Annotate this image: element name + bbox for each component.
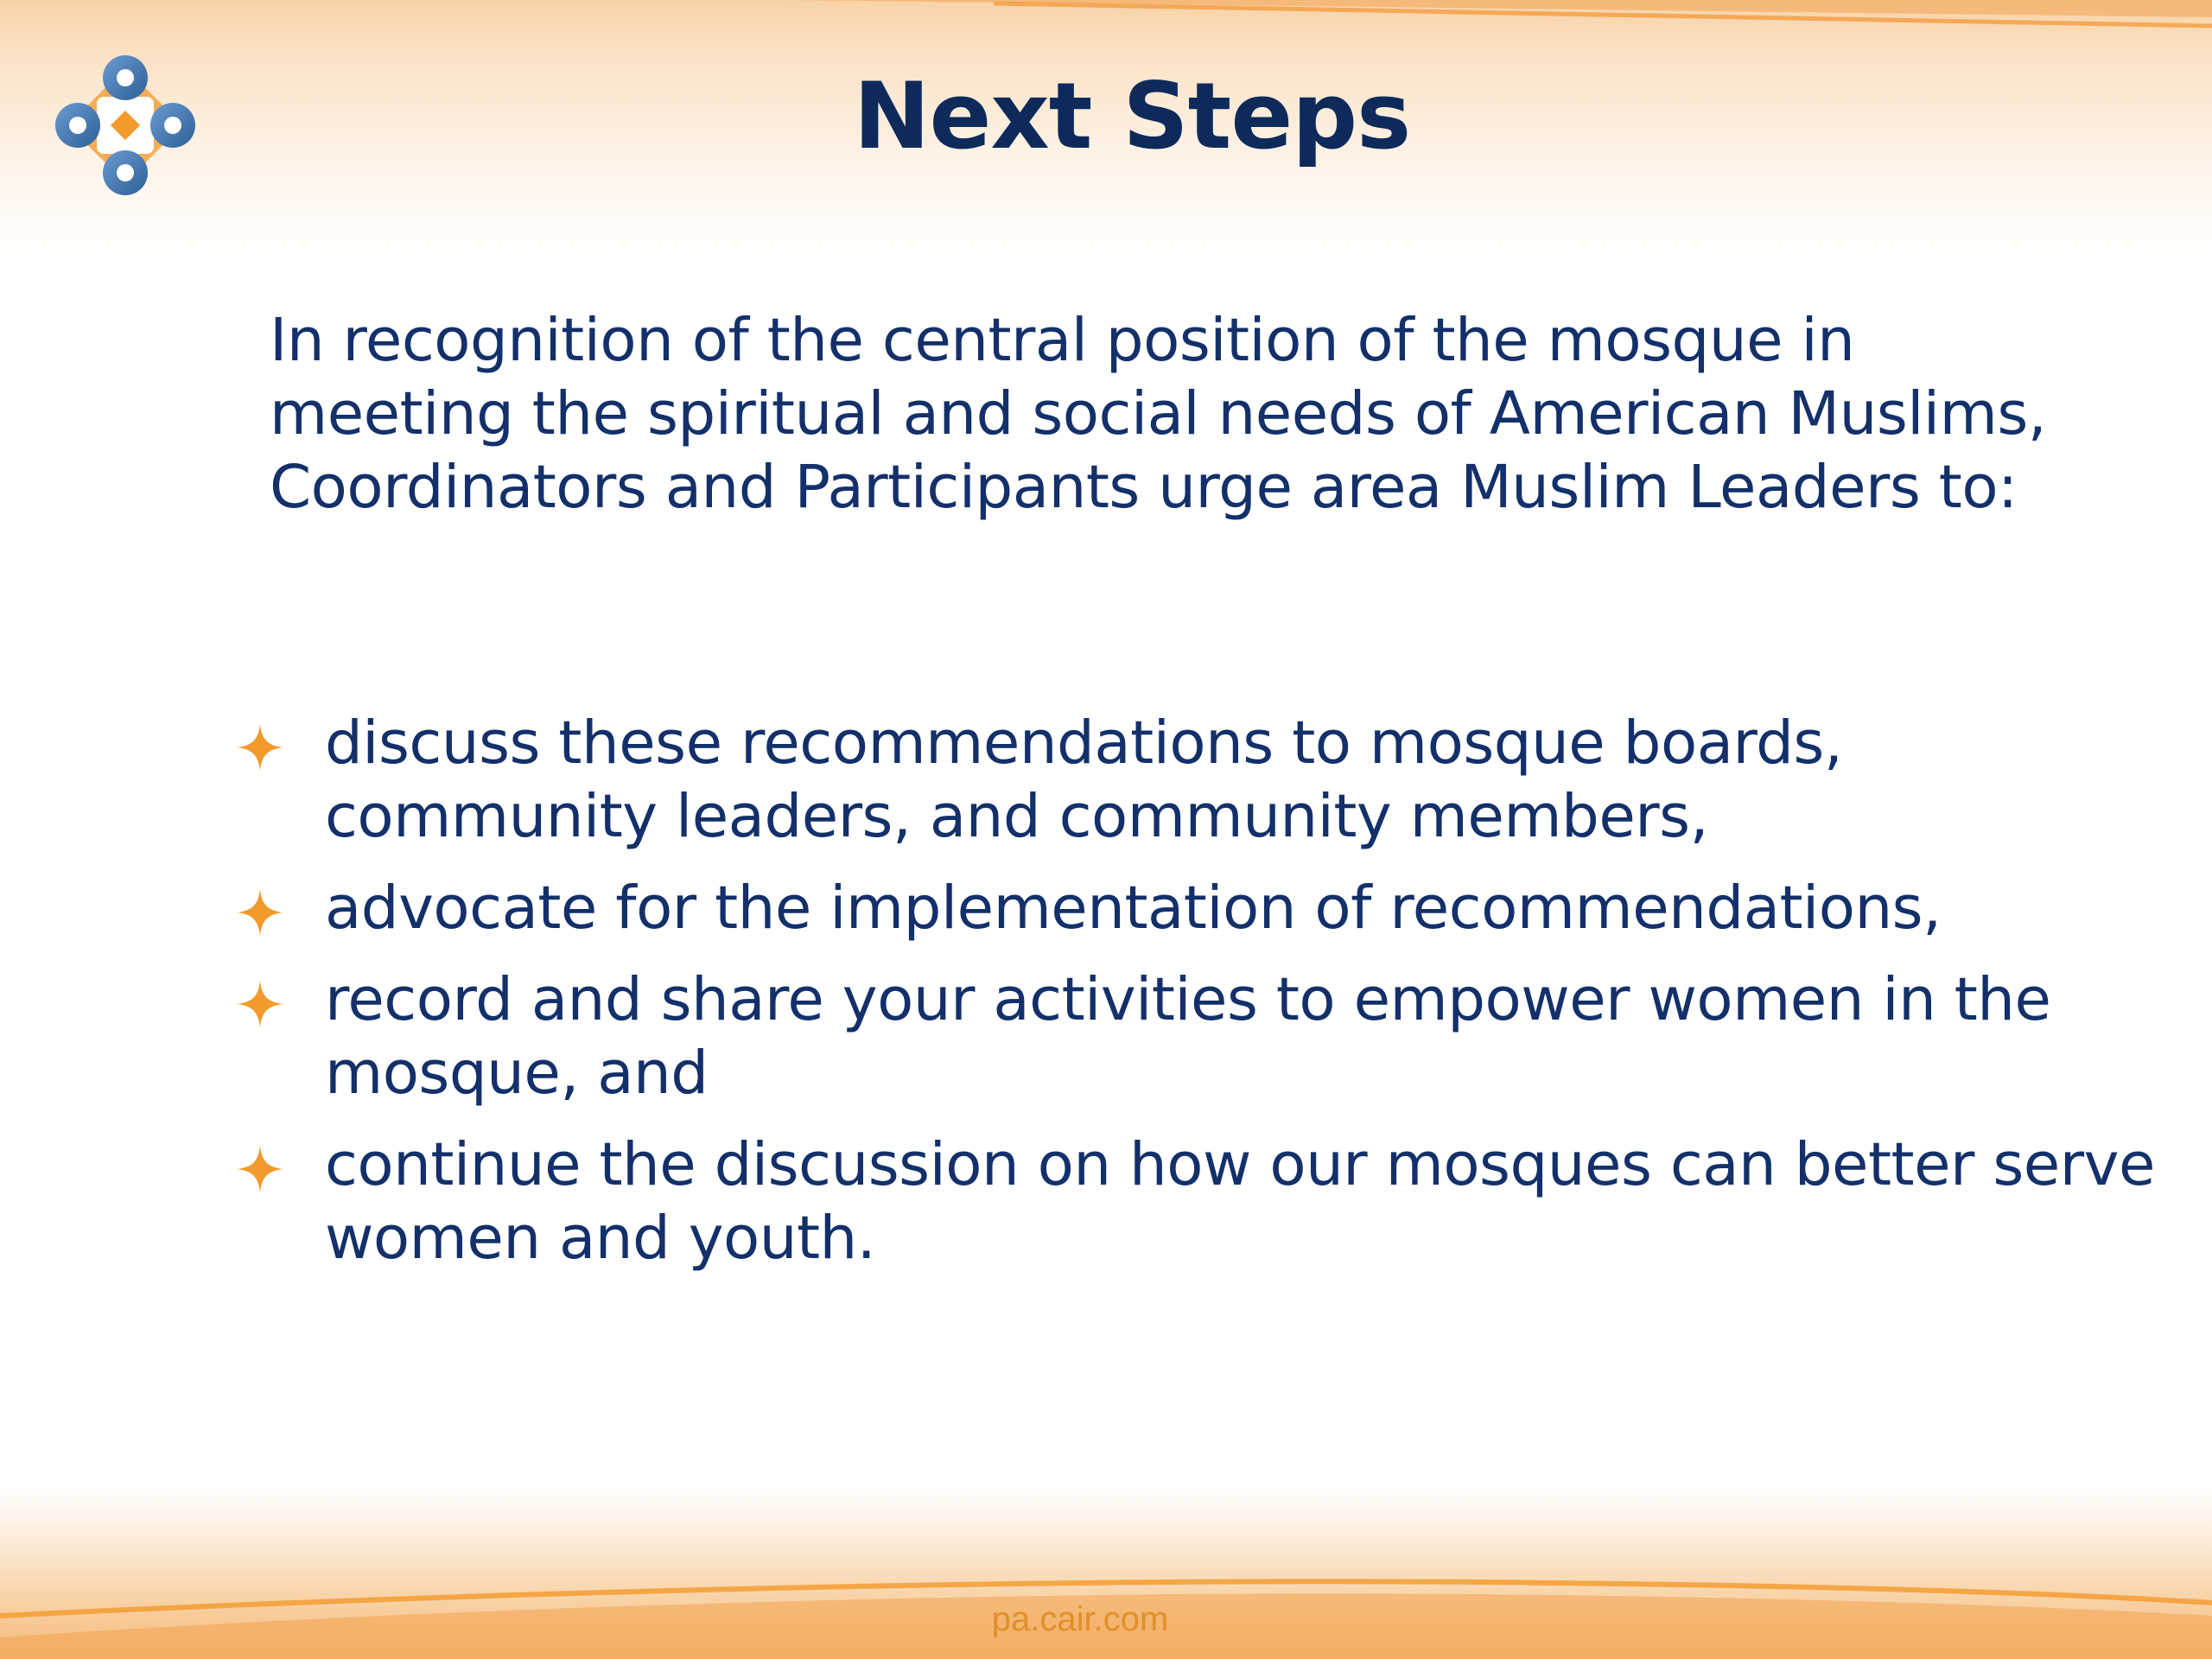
list-item xyxy=(235,707,2162,854)
list-item-text: advocate for the implementation of recommendations, xyxy=(325,874,1942,943)
intro-paragraph: In recognition of the central position of the mosque in meeting the spiritual and social needs of American Muslims, Coordinators and Participants urge area Muslim Leaders to: xyxy=(270,306,2047,522)
four-point-star-icon xyxy=(235,1144,285,1194)
list-item xyxy=(235,872,2162,945)
list-item xyxy=(235,963,2162,1110)
next-steps-list xyxy=(235,707,2162,1294)
list-item-text: continue the discussion on how our mosques can better serve women and youth. xyxy=(325,1130,2155,1273)
four-point-star-icon xyxy=(235,887,285,938)
list-item xyxy=(235,1128,2162,1275)
footer-url: pa.cair.com xyxy=(991,1600,1169,1638)
four-point-star-icon xyxy=(235,979,285,1029)
slide-title: Next Steps xyxy=(853,63,1411,169)
list-item-text: record and share your activities to empower women in the mosque, and xyxy=(325,965,2051,1108)
list-item-text: discuss these recommendations to mosque boards, community leaders, and community members, xyxy=(325,709,1843,851)
four-point-star-icon xyxy=(235,722,285,772)
